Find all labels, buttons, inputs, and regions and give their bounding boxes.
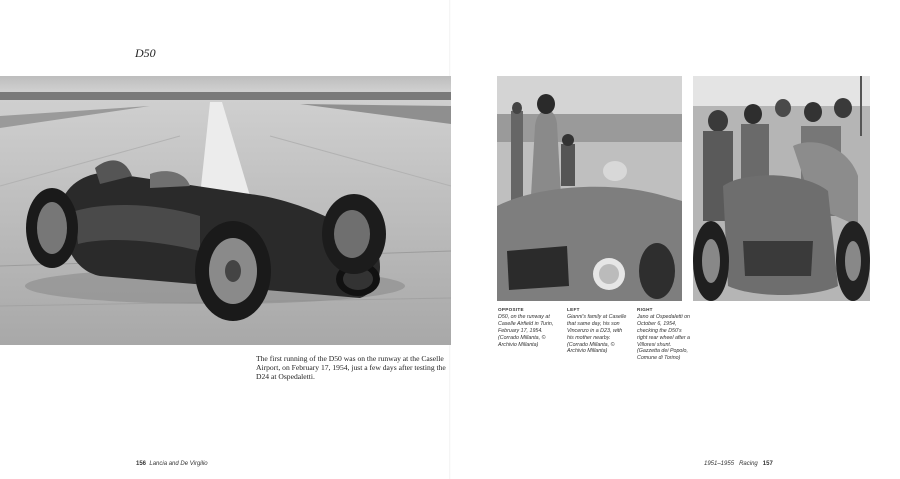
photo-family-at-caselle xyxy=(497,76,682,301)
caption-right xyxy=(637,307,693,362)
caption-left-text: Gianni's family at Caselle that same day, his son Vincenzo in a D23, with his mother nearby. (Corrado Millanta, © Archivio Millanta) xyxy=(567,313,627,355)
folio-left xyxy=(136,461,208,467)
folio-right xyxy=(704,461,773,467)
caption-left-label: LEFT xyxy=(567,307,580,312)
caption-opposite-text: D50, on the runway at Caselle Airfield in Turin, February 17, 1954. (Corrado Millanta, © Archivio Millanta) xyxy=(498,313,554,348)
page-number-right: 157 xyxy=(762,461,773,467)
photo-jano-at-ospedaletti xyxy=(693,76,870,301)
caption-left xyxy=(567,307,629,355)
caption-opposite xyxy=(498,307,560,348)
caption-opposite-label: OPPOSITE xyxy=(498,307,524,312)
running-head-right: Racing xyxy=(739,461,758,467)
section-title: D50 xyxy=(135,46,156,60)
running-head-left: Lancia and De Virgilio xyxy=(149,461,208,467)
caption-right-text: Jano at Ospedaletti on October 6, 1954, checking the D50's right rear wheel after a Villoresi shunt. (Gazzetta dei Popolo, Comune di Torino) xyxy=(637,313,691,362)
photo-d50-runway xyxy=(0,76,451,345)
caption-right-label: RIGHT xyxy=(637,307,653,312)
running-head-years: 1951–1955 xyxy=(704,461,735,467)
page-number-left: 156 xyxy=(136,461,147,467)
main-photo-caption: The first running of the D50 was on the runway at the Caselle Airport, on February 17, 1954, just a few days after testing the D24 at Ospedaletti. xyxy=(256,354,446,382)
